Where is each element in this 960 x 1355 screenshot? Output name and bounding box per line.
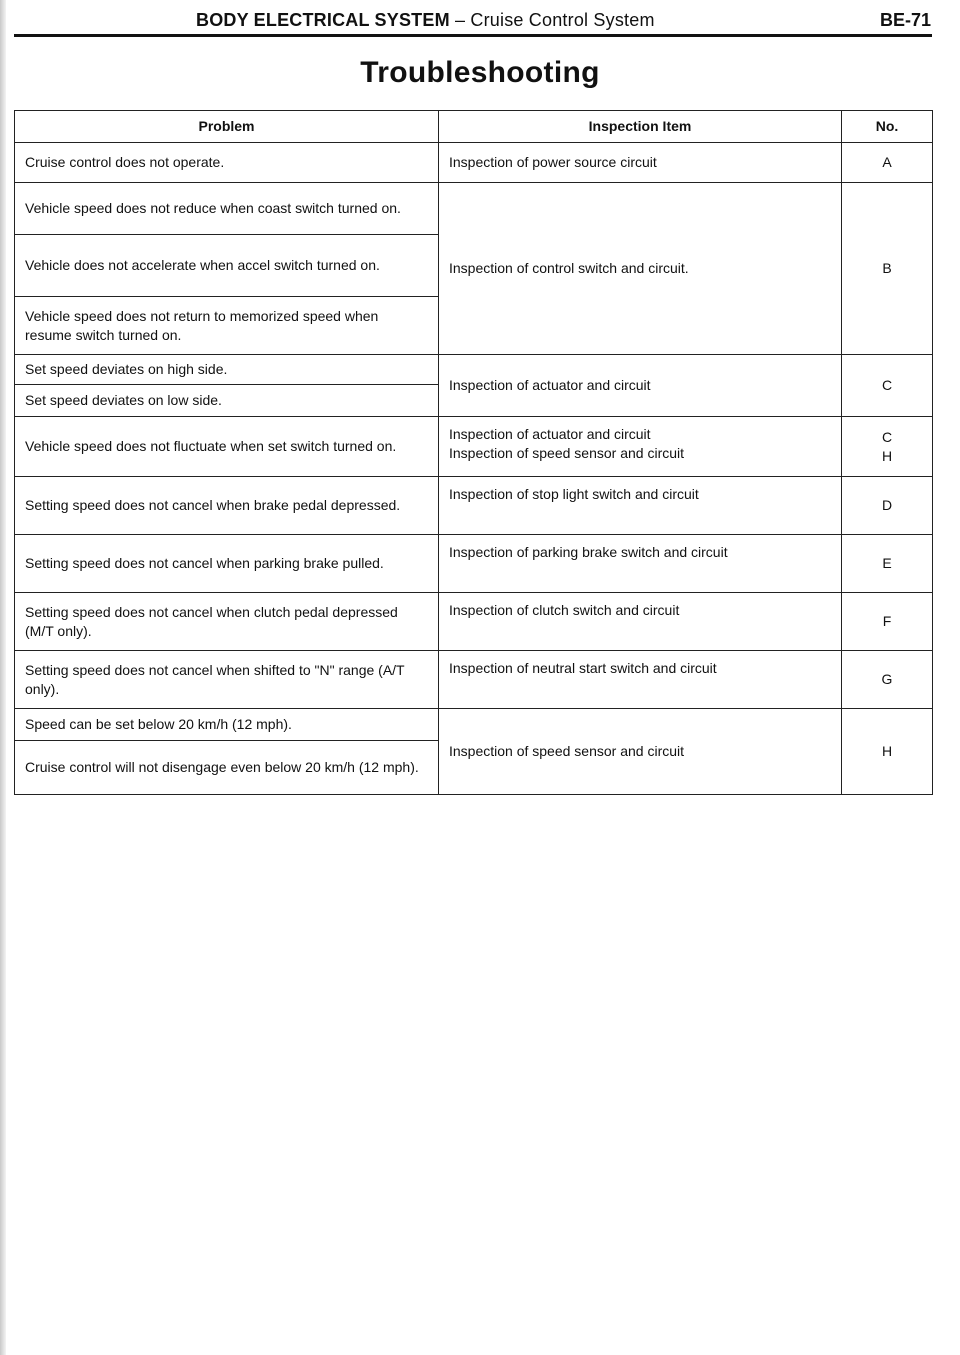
number-cell: A: [842, 143, 933, 183]
table-header-row: [15, 111, 933, 143]
header-subsection: Cruise Control System: [470, 10, 655, 30]
problem-cell: Setting speed does not cancel when clutch pedal depressed (M/T only).: [15, 593, 439, 651]
problem-cell: Cruise control will not disengage even below 20 km/h (12 mph).: [15, 741, 439, 795]
number-cell: D: [842, 477, 933, 535]
number-cell: G: [842, 651, 933, 709]
problem-cell: Vehicle does not accelerate when accel switch turned on.: [15, 235, 439, 297]
problem-cell: Vehicle speed does not fluctuate when set switch turned on.: [15, 417, 439, 477]
problem-cell: Cruise control does not operate.: [15, 143, 439, 183]
number-cell: E: [842, 535, 933, 593]
inspection-item-cell: [439, 417, 842, 477]
inspection-item-line: Inspection of actuator and circuit: [449, 426, 651, 442]
column-header-no: No.: [842, 111, 933, 143]
table-row: [15, 417, 933, 477]
header-title: [196, 10, 655, 31]
number-cell: [842, 417, 933, 477]
table-row: [15, 651, 933, 709]
table-row: [15, 535, 933, 593]
number-cell: F: [842, 593, 933, 651]
problem-cell: Speed can be set below 20 km/h (12 mph).: [15, 709, 439, 741]
problem-cell: Set speed deviates on high side.: [15, 355, 439, 385]
number-cell: H: [842, 709, 933, 795]
inspection-item-cell: Inspection of stop light switch and circuit: [439, 477, 842, 535]
page-header: [196, 8, 931, 32]
table-row: [15, 477, 933, 535]
problem-cell: Setting speed does not cancel when brake pedal depressed.: [15, 477, 439, 535]
inspection-item-cell: Inspection of speed sensor and circuit: [439, 709, 842, 795]
problem-cell: Vehicle speed does not reduce when coast switch turned on.: [15, 183, 439, 235]
header-separator: –: [449, 10, 471, 30]
inspection-item-cell: Inspection of power source circuit: [439, 143, 842, 183]
inspection-item-cell: Inspection of control switch and circuit.: [439, 183, 842, 355]
inspection-item-line: Inspection of speed sensor and circuit: [449, 444, 685, 461]
problem-cell: Set speed deviates on low side.: [15, 385, 439, 417]
table-row: [15, 143, 933, 183]
inspection-item-cell: Inspection of actuator and circuit: [439, 355, 842, 417]
table-row: [15, 593, 933, 651]
number-line: C: [881, 428, 893, 445]
header-rule: [14, 34, 932, 37]
inspection-item-cell: Inspection of neutral start switch and circuit: [439, 651, 842, 709]
table-row: [15, 183, 933, 235]
table-row: [15, 709, 933, 741]
troubleshooting-table: [14, 110, 933, 795]
page-number: BE-71: [879, 10, 931, 30]
problem-cell: Setting speed does not cancel when parking brake pulled.: [15, 535, 439, 593]
problem-cell: Vehicle speed does not return to memorized speed when resume switch turned on.: [15, 297, 439, 355]
table-row: [15, 355, 933, 385]
number-cell: B: [842, 183, 933, 355]
column-header-inspection-item: Inspection Item: [439, 111, 842, 143]
inspection-item-cell: Inspection of parking brake switch and circuit: [439, 535, 842, 593]
inspection-item-cell: Inspection of clutch switch and circuit: [439, 593, 842, 651]
number-line: H: [881, 447, 893, 464]
page-binding-edge: [0, 0, 6, 1355]
header-section: BODY ELECTRICAL SYSTEM: [196, 10, 450, 30]
problem-cell: Setting speed does not cancel when shifted to "N" range (A/T only).: [15, 651, 439, 709]
number-cell: C: [842, 355, 933, 417]
column-header-problem: Problem: [15, 111, 439, 143]
page-title: Troubleshooting: [360, 56, 600, 89]
